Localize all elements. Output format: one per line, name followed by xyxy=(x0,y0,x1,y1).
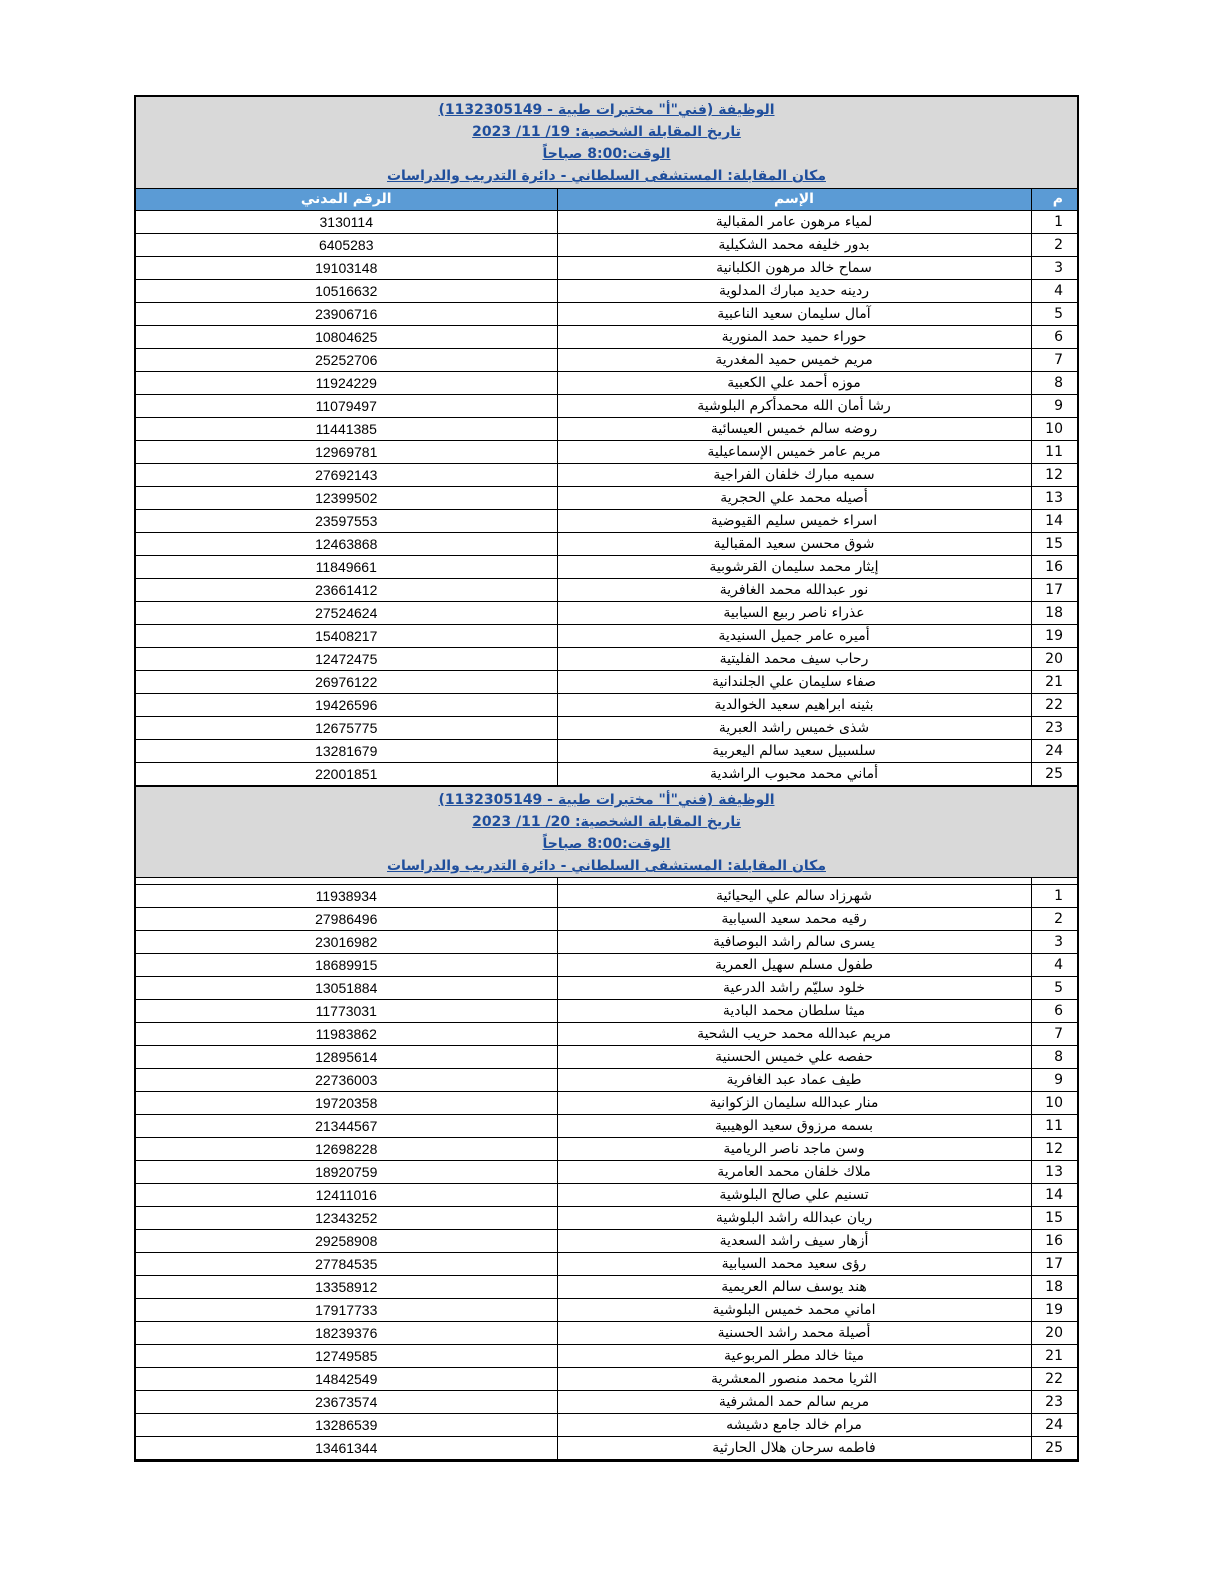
civil-number: 13358912 xyxy=(136,1276,557,1299)
candidate-name: وسن ماجد ناصر الريامية xyxy=(557,1138,1031,1161)
candidate-name: أزهار سيف راشد السعدية xyxy=(557,1230,1031,1253)
candidate-name: اسراء خميس سليم القيوضية xyxy=(557,510,1031,533)
candidate-name: رحاب سيف محمد الفليتية xyxy=(557,648,1031,671)
table-row xyxy=(136,510,1077,533)
table-row xyxy=(136,372,1077,395)
row-number: 14 xyxy=(1031,1184,1077,1207)
column-header-name: الإسم xyxy=(557,189,1031,211)
civil-number: 27524624 xyxy=(136,602,557,625)
civil-number: 12343252 xyxy=(136,1207,557,1230)
civil-number: 10804625 xyxy=(136,326,557,349)
row-number: 9 xyxy=(1031,395,1077,418)
table-row xyxy=(136,349,1077,372)
civil-number: 12698228 xyxy=(136,1138,557,1161)
row-number: 13 xyxy=(1031,487,1077,510)
candidate-name: ملاك خلفان محمد العامرية xyxy=(557,1161,1031,1184)
interview-schedule-sheet xyxy=(134,95,1079,1462)
candidate-name: ريان عبدالله راشد البلوشية xyxy=(557,1207,1031,1230)
civil-number: 27986496 xyxy=(136,908,557,931)
candidate-name: سميه مبارك خلفان الفراجية xyxy=(557,464,1031,487)
civil-number: 11924229 xyxy=(136,372,557,395)
table-row xyxy=(136,1207,1077,1230)
civil-number: 23906716 xyxy=(136,303,557,326)
civil-number: 11441385 xyxy=(136,418,557,441)
row-number: 11 xyxy=(1031,1115,1077,1138)
civil-number: 12472475 xyxy=(136,648,557,671)
candidate-name: مريم خميس حميد المغدرية xyxy=(557,349,1031,372)
candidate-name: ميثا خالد مطر المربوعية xyxy=(557,1345,1031,1368)
row-number: 21 xyxy=(1031,1345,1077,1368)
civil-number: 13051884 xyxy=(136,977,557,1000)
table-row xyxy=(136,648,1077,671)
candidate-name: مرام خالد جامع دشيشه xyxy=(557,1414,1031,1437)
candidate-name: فاطمه سرحان هلال الحارثية xyxy=(557,1437,1031,1460)
candidate-name: رؤى سعيد محمد السيابية xyxy=(557,1253,1031,1276)
civil-number: 11079497 xyxy=(136,395,557,418)
table-row xyxy=(136,234,1077,257)
row-number: 17 xyxy=(1031,1253,1077,1276)
candidate-name: أميره عامر جميل السنيدية xyxy=(557,625,1031,648)
candidate-name: بثينه ابراهيم سعيد الخوالدية xyxy=(557,694,1031,717)
row-number: 25 xyxy=(1031,1437,1077,1460)
candidate-name: أصيله محمد علي الحجرية xyxy=(557,487,1031,510)
row-number: 16 xyxy=(1031,556,1077,579)
civil-number: 12399502 xyxy=(136,487,557,510)
row-number: 6 xyxy=(1031,1000,1077,1023)
row-number: 3 xyxy=(1031,931,1077,954)
table-row xyxy=(136,1391,1077,1414)
row-number: 13 xyxy=(1031,1161,1077,1184)
civil-number: 15408217 xyxy=(136,625,557,648)
civil-number: 23597553 xyxy=(136,510,557,533)
candidate-name: يسرى سالم راشد البوصافية xyxy=(557,931,1031,954)
group-2-header xyxy=(136,786,1077,878)
table-row xyxy=(136,1368,1077,1391)
civil-number: 25252706 xyxy=(136,349,557,372)
table-row xyxy=(136,977,1077,1000)
group-2-table xyxy=(136,878,1077,1460)
row-number: 5 xyxy=(1031,977,1077,1000)
table-row xyxy=(136,556,1077,579)
table-row xyxy=(136,1115,1077,1138)
civil-number: 11773031 xyxy=(136,1000,557,1023)
civil-number: 18689915 xyxy=(136,954,557,977)
civil-number: 12895614 xyxy=(136,1046,557,1069)
table-row xyxy=(136,931,1077,954)
civil-number: 27692143 xyxy=(136,464,557,487)
candidate-name: مريم سالم حمد المشرفية xyxy=(557,1391,1031,1414)
civil-number: 18920759 xyxy=(136,1161,557,1184)
job-title: الوظيفة (فني"أ" مختبرات طبية - 1132305149) xyxy=(438,102,775,118)
row-number: 8 xyxy=(1031,372,1077,395)
table-row xyxy=(136,740,1077,763)
group-1-header xyxy=(136,97,1077,189)
candidate-name: سلسبيل سعيد سالم اليعربية xyxy=(557,740,1031,763)
row-number: 12 xyxy=(1031,1138,1077,1161)
row-number: 21 xyxy=(1031,671,1077,694)
civil-number: 17917733 xyxy=(136,1299,557,1322)
table-row xyxy=(136,1069,1077,1092)
job-title: الوظيفة (فني"أ" مختبرات طبية - 1132305149) xyxy=(438,792,775,808)
row-number: 1 xyxy=(1031,885,1077,908)
civil-number: 3130114 xyxy=(136,211,557,234)
interview-date: تاريخ المقابلة الشخصية: 20/ 11/ 2023 xyxy=(472,814,741,830)
row-number: 20 xyxy=(1031,648,1077,671)
civil-number: 12675775 xyxy=(136,717,557,740)
candidate-name: منار عبدالله سليمان الزكوانية xyxy=(557,1092,1031,1115)
candidate-name: رشا أمان الله محمدأكرم البلوشية xyxy=(557,395,1031,418)
table-row xyxy=(136,326,1077,349)
civil-number: 11983862 xyxy=(136,1023,557,1046)
civil-number: 12463868 xyxy=(136,533,557,556)
row-number: 22 xyxy=(1031,1368,1077,1391)
row-number: 15 xyxy=(1031,1207,1077,1230)
table-row xyxy=(136,441,1077,464)
table-row xyxy=(136,763,1077,786)
candidate-name: طفول مسلم سهيل العمرية xyxy=(557,954,1031,977)
table-row xyxy=(136,395,1077,418)
civil-number: 14842549 xyxy=(136,1368,557,1391)
civil-number: 18239376 xyxy=(136,1322,557,1345)
interview-time: الوقت:8:00 صباحاً xyxy=(542,836,671,852)
candidate-name: ميثا سلطان محمد البادية xyxy=(557,1000,1031,1023)
civil-number: 12969781 xyxy=(136,441,557,464)
civil-number: 19103148 xyxy=(136,257,557,280)
interview-time: الوقت:8:00 صباحاً xyxy=(542,146,671,162)
table-row xyxy=(136,280,1077,303)
candidate-name: شهرزاد سالم علي اليحيائية xyxy=(557,885,1031,908)
row-number: 6 xyxy=(1031,326,1077,349)
civil-number: 11938934 xyxy=(136,885,557,908)
candidate-name: اماني محمد خميس البلوشية xyxy=(557,1299,1031,1322)
table-row xyxy=(136,671,1077,694)
table-row xyxy=(136,1092,1077,1115)
row-number: 24 xyxy=(1031,1414,1077,1437)
table-row xyxy=(136,625,1077,648)
civil-number: 26976122 xyxy=(136,671,557,694)
table-row xyxy=(136,579,1077,602)
table-row xyxy=(136,1161,1077,1184)
table-row xyxy=(136,1299,1077,1322)
table-row xyxy=(136,257,1077,280)
row-number: 24 xyxy=(1031,740,1077,763)
row-number: 2 xyxy=(1031,234,1077,257)
table-row xyxy=(136,1138,1077,1161)
candidate-name: آمال سليمان سعيد الناعبية xyxy=(557,303,1031,326)
civil-number: 23673574 xyxy=(136,1391,557,1414)
candidate-name: نور عبدالله محمد الغافرية xyxy=(557,579,1031,602)
civil-number: 23661412 xyxy=(136,579,557,602)
candidate-name: عذراء ناصر ربيع السيابية xyxy=(557,602,1031,625)
row-number: 10 xyxy=(1031,1092,1077,1115)
civil-number: 21344567 xyxy=(136,1115,557,1138)
candidate-name: صفاء سليمان علي الجلندانية xyxy=(557,671,1031,694)
table-row xyxy=(136,1023,1077,1046)
table-row xyxy=(136,1046,1077,1069)
table-row xyxy=(136,303,1077,326)
civil-number: 27784535 xyxy=(136,1253,557,1276)
row-number: 12 xyxy=(1031,464,1077,487)
candidate-name: شوق محسن سعيد المقبالية xyxy=(557,533,1031,556)
table-row xyxy=(136,487,1077,510)
table-row xyxy=(136,1230,1077,1253)
table-row xyxy=(136,602,1077,625)
row-number: 5 xyxy=(1031,303,1077,326)
row-number: 1 xyxy=(1031,211,1077,234)
civil-number: 13281679 xyxy=(136,740,557,763)
table-row xyxy=(136,885,1077,908)
candidate-name: بسمه مرزوق سعيد الوهيبية xyxy=(557,1115,1031,1138)
column-header-row xyxy=(136,189,1077,211)
row-number: 2 xyxy=(1031,908,1077,931)
row-number: 14 xyxy=(1031,510,1077,533)
candidate-name: هند يوسف سالم العريمية xyxy=(557,1276,1031,1299)
interview-date: تاريخ المقابلة الشخصية: 19/ 11/ 2023 xyxy=(472,124,741,140)
candidate-name: إيثار محمد سليمان القرشوبية xyxy=(557,556,1031,579)
row-number: 8 xyxy=(1031,1046,1077,1069)
row-number: 10 xyxy=(1031,418,1077,441)
candidate-name: سماح خالد مرهون الكلبانية xyxy=(557,257,1031,280)
civil-number: 12411016 xyxy=(136,1184,557,1207)
civil-number: 22001851 xyxy=(136,763,557,786)
table-row xyxy=(136,418,1077,441)
row-number: 9 xyxy=(1031,1069,1077,1092)
row-number: 22 xyxy=(1031,694,1077,717)
table-row xyxy=(136,1345,1077,1368)
row-number: 18 xyxy=(1031,602,1077,625)
column-header-no: م xyxy=(1031,189,1077,211)
candidate-name: شذى خميس راشد العبرية xyxy=(557,717,1031,740)
candidate-name: حفصه علي خميس الحسنية xyxy=(557,1046,1031,1069)
table-row xyxy=(136,1437,1077,1460)
candidate-name: موزه أحمد علي الكعبية xyxy=(557,372,1031,395)
table-row xyxy=(136,211,1077,234)
candidate-name: خلود سليّم راشد الدرعية xyxy=(557,977,1031,1000)
table-row xyxy=(136,1184,1077,1207)
row-number: 19 xyxy=(1031,1299,1077,1322)
row-number: 7 xyxy=(1031,349,1077,372)
candidate-name: روضه سالم خميس العيسائية xyxy=(557,418,1031,441)
candidate-name: مريم عامر خميس الإسماعيلية xyxy=(557,441,1031,464)
table-row xyxy=(136,1253,1077,1276)
interview-place: مكان المقابلة: المستشفى السلطاني - دائرة التدريب والدراسات xyxy=(386,168,826,184)
candidate-name: بدور خليفه محمد الشكيلية xyxy=(557,234,1031,257)
civil-number: 29258908 xyxy=(136,1230,557,1253)
civil-number: 12749585 xyxy=(136,1345,557,1368)
civil-number: 13286539 xyxy=(136,1414,557,1437)
row-number: 3 xyxy=(1031,257,1077,280)
table-row xyxy=(136,1000,1077,1023)
row-number: 7 xyxy=(1031,1023,1077,1046)
candidate-name: تسنيم علي صالح البلوشية xyxy=(557,1184,1031,1207)
civil-number: 6405283 xyxy=(136,234,557,257)
candidate-name: ردينه حديد مبارك المدلوية xyxy=(557,280,1031,303)
table-row xyxy=(136,1276,1077,1299)
row-number: 15 xyxy=(1031,533,1077,556)
row-number: 20 xyxy=(1031,1322,1077,1345)
column-header-civil: الرقم المدني xyxy=(136,189,557,211)
row-number: 11 xyxy=(1031,441,1077,464)
table-row xyxy=(136,533,1077,556)
row-number: 23 xyxy=(1031,717,1077,740)
row-number: 17 xyxy=(1031,579,1077,602)
row-number: 4 xyxy=(1031,280,1077,303)
candidate-name: طيف عماد عبد الغافرية xyxy=(557,1069,1031,1092)
civil-number: 13461344 xyxy=(136,1437,557,1460)
row-number: 16 xyxy=(1031,1230,1077,1253)
table-row xyxy=(136,908,1077,931)
table-row xyxy=(136,1322,1077,1345)
table-row xyxy=(136,954,1077,977)
table-row xyxy=(136,464,1077,487)
candidate-name: الثريا محمد منصور المعشرية xyxy=(557,1368,1031,1391)
civil-number: 19720358 xyxy=(136,1092,557,1115)
candidate-name: رقيه محمد سعيد السيابية xyxy=(557,908,1031,931)
row-number: 4 xyxy=(1031,954,1077,977)
row-number: 18 xyxy=(1031,1276,1077,1299)
civil-number: 10516632 xyxy=(136,280,557,303)
row-number: 25 xyxy=(1031,763,1077,786)
civil-number: 11849661 xyxy=(136,556,557,579)
group-1-table xyxy=(136,189,1077,786)
civil-number: 19426596 xyxy=(136,694,557,717)
row-number: 23 xyxy=(1031,1391,1077,1414)
candidate-name: مريم عبدالله محمد حريب الشحية xyxy=(557,1023,1031,1046)
candidate-name: أصيلة محمد راشد الحسنية xyxy=(557,1322,1031,1345)
civil-number: 23016982 xyxy=(136,931,557,954)
candidate-name: أماني محمد محبوب الراشدية xyxy=(557,763,1031,786)
table-row xyxy=(136,694,1077,717)
table-row xyxy=(136,717,1077,740)
civil-number: 22736003 xyxy=(136,1069,557,1092)
table-row xyxy=(136,1414,1077,1437)
candidate-name: لمياء مرهون عامر المقبالية xyxy=(557,211,1031,234)
row-number: 19 xyxy=(1031,625,1077,648)
candidate-name: حوراء حميد حمد المنورية xyxy=(557,326,1031,349)
interview-place: مكان المقابلة: المستشفى السلطاني - دائرة التدريب والدراسات xyxy=(386,858,826,874)
